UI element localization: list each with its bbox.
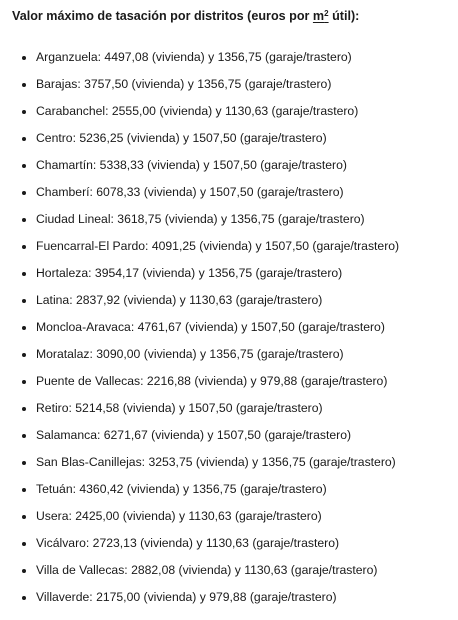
list-item <box>0 71 458 98</box>
title-unit-text: m <box>312 9 325 23</box>
bullet-icon <box>22 434 26 438</box>
list-item-text: Moratalaz: 3090,00 (vivienda) y 1356,75 (garaje/trastero) <box>36 347 344 361</box>
list-item-text: Puente de Vallecas: 2216,88 (vivienda) y 979,88 (garaje/trastero) <box>36 374 388 388</box>
list-item <box>0 179 458 206</box>
list-item <box>0 368 458 395</box>
bullet-icon <box>22 326 26 330</box>
list-item <box>0 449 458 476</box>
list-item-text: Usera: 2425,00 (vivienda) y 1130,63 (garaje/trastero) <box>36 509 322 523</box>
list-item <box>0 125 458 152</box>
list-item-text: Ciudad Lineal: 3618,75 (vivienda) y 1356,75 (garaje/trastero) <box>36 212 365 226</box>
list-item <box>0 557 458 584</box>
list-item-text: Hortaleza: 3954,17 (vivienda) y 1356,75 (garaje/trastero) <box>36 266 343 280</box>
list-item-text: Carabanchel: 2555,00 (vivienda) y 1130,63 (garaje/trastero) <box>36 104 359 118</box>
bullet-icon <box>22 380 26 384</box>
list-item <box>0 395 458 422</box>
list-item-text: Latina: 2837,92 (vivienda) y 1130,63 (garaje/trastero) <box>36 293 323 307</box>
list-item <box>0 44 458 71</box>
list-item-text: Moncloa-Aravaca: 4761,67 (vivienda) y 1507,50 (garaje/trastero) <box>36 320 385 334</box>
bullet-icon <box>22 245 26 249</box>
bullet-icon <box>22 218 26 222</box>
title-unit-superscript: 2 <box>324 9 329 18</box>
list-item <box>0 152 458 179</box>
bullet-icon <box>22 515 26 519</box>
list-item-text: Retiro: 5214,58 (vivienda) y 1507,50 (garaje/trastero) <box>36 401 323 415</box>
list-item-text: Centro: 5236,25 (vivienda) y 1507,50 (garaje/trastero) <box>36 131 327 145</box>
bullet-icon <box>22 272 26 276</box>
list-item <box>0 530 458 557</box>
list-item <box>0 476 458 503</box>
bullet-icon <box>22 488 26 492</box>
list-item <box>0 503 458 530</box>
title-text: Valor máximo de tasación por distritos (euros por <box>12 9 313 23</box>
bullet-icon <box>22 164 26 168</box>
list-item-text: Arganzuela: 4497,08 (vivienda) y 1356,75 (garaje/trastero) <box>36 50 352 64</box>
bullet-icon <box>22 56 26 60</box>
list-item <box>0 341 458 368</box>
bullet-icon <box>22 407 26 411</box>
list-item-text: San Blas-Canillejas: 3253,75 (vivienda) y 1356,75 (garaje/trastero) <box>36 455 396 469</box>
bullet-icon <box>22 83 26 87</box>
district-list <box>0 44 458 611</box>
list-item <box>0 287 458 314</box>
bullet-icon <box>22 353 26 357</box>
list-item <box>0 314 458 341</box>
list-item <box>0 260 458 287</box>
list-item <box>0 206 458 233</box>
list-item-text: Fuencarral-El Pardo: 4091,25 (vivienda) y 1507,50 (garaje/trastero) <box>36 239 400 253</box>
bullet-icon <box>22 569 26 573</box>
page-title <box>12 7 458 25</box>
list-item-text: Salamanca: 6271,67 (vivienda) y 1507,50 (garaje/trastero) <box>36 428 352 442</box>
title-tail-text: útil): <box>328 9 360 23</box>
list-item-text: Chamartín: 5338,33 (vivienda) y 1507,50 (garaje/trastero) <box>36 158 347 172</box>
list-item-text: Chamberí: 6078,33 (vivienda) y 1507,50 (garaje/trastero) <box>36 185 344 199</box>
bullet-icon <box>22 191 26 195</box>
list-item-text: Villa de Vallecas: 2882,08 (vivienda) y 1130,63 (garaje/trastero) <box>36 563 378 577</box>
list-item <box>0 584 458 611</box>
list-item-text: Barajas: 3757,50 (vivienda) y 1356,75 (garaje/trastero) <box>36 77 332 91</box>
bullet-icon <box>22 110 26 114</box>
bullet-icon <box>22 461 26 465</box>
list-item <box>0 233 458 260</box>
bullet-icon <box>22 596 26 600</box>
list-item-text: Vicálvaro: 2723,13 (vivienda) y 1130,63 (garaje/trastero) <box>36 536 340 550</box>
list-item <box>0 422 458 449</box>
bullet-icon <box>22 137 26 141</box>
bullet-icon <box>22 299 26 303</box>
list-item-text: Tetuán: 4360,42 (vivienda) y 1356,75 (garaje/trastero) <box>36 482 327 496</box>
bullet-icon <box>22 542 26 546</box>
list-item <box>0 98 458 125</box>
title-unit-link[interactable] <box>313 9 329 23</box>
list-item-text: Villaverde: 2175,00 (vivienda) y 979,88 (garaje/trastero) <box>36 590 337 604</box>
